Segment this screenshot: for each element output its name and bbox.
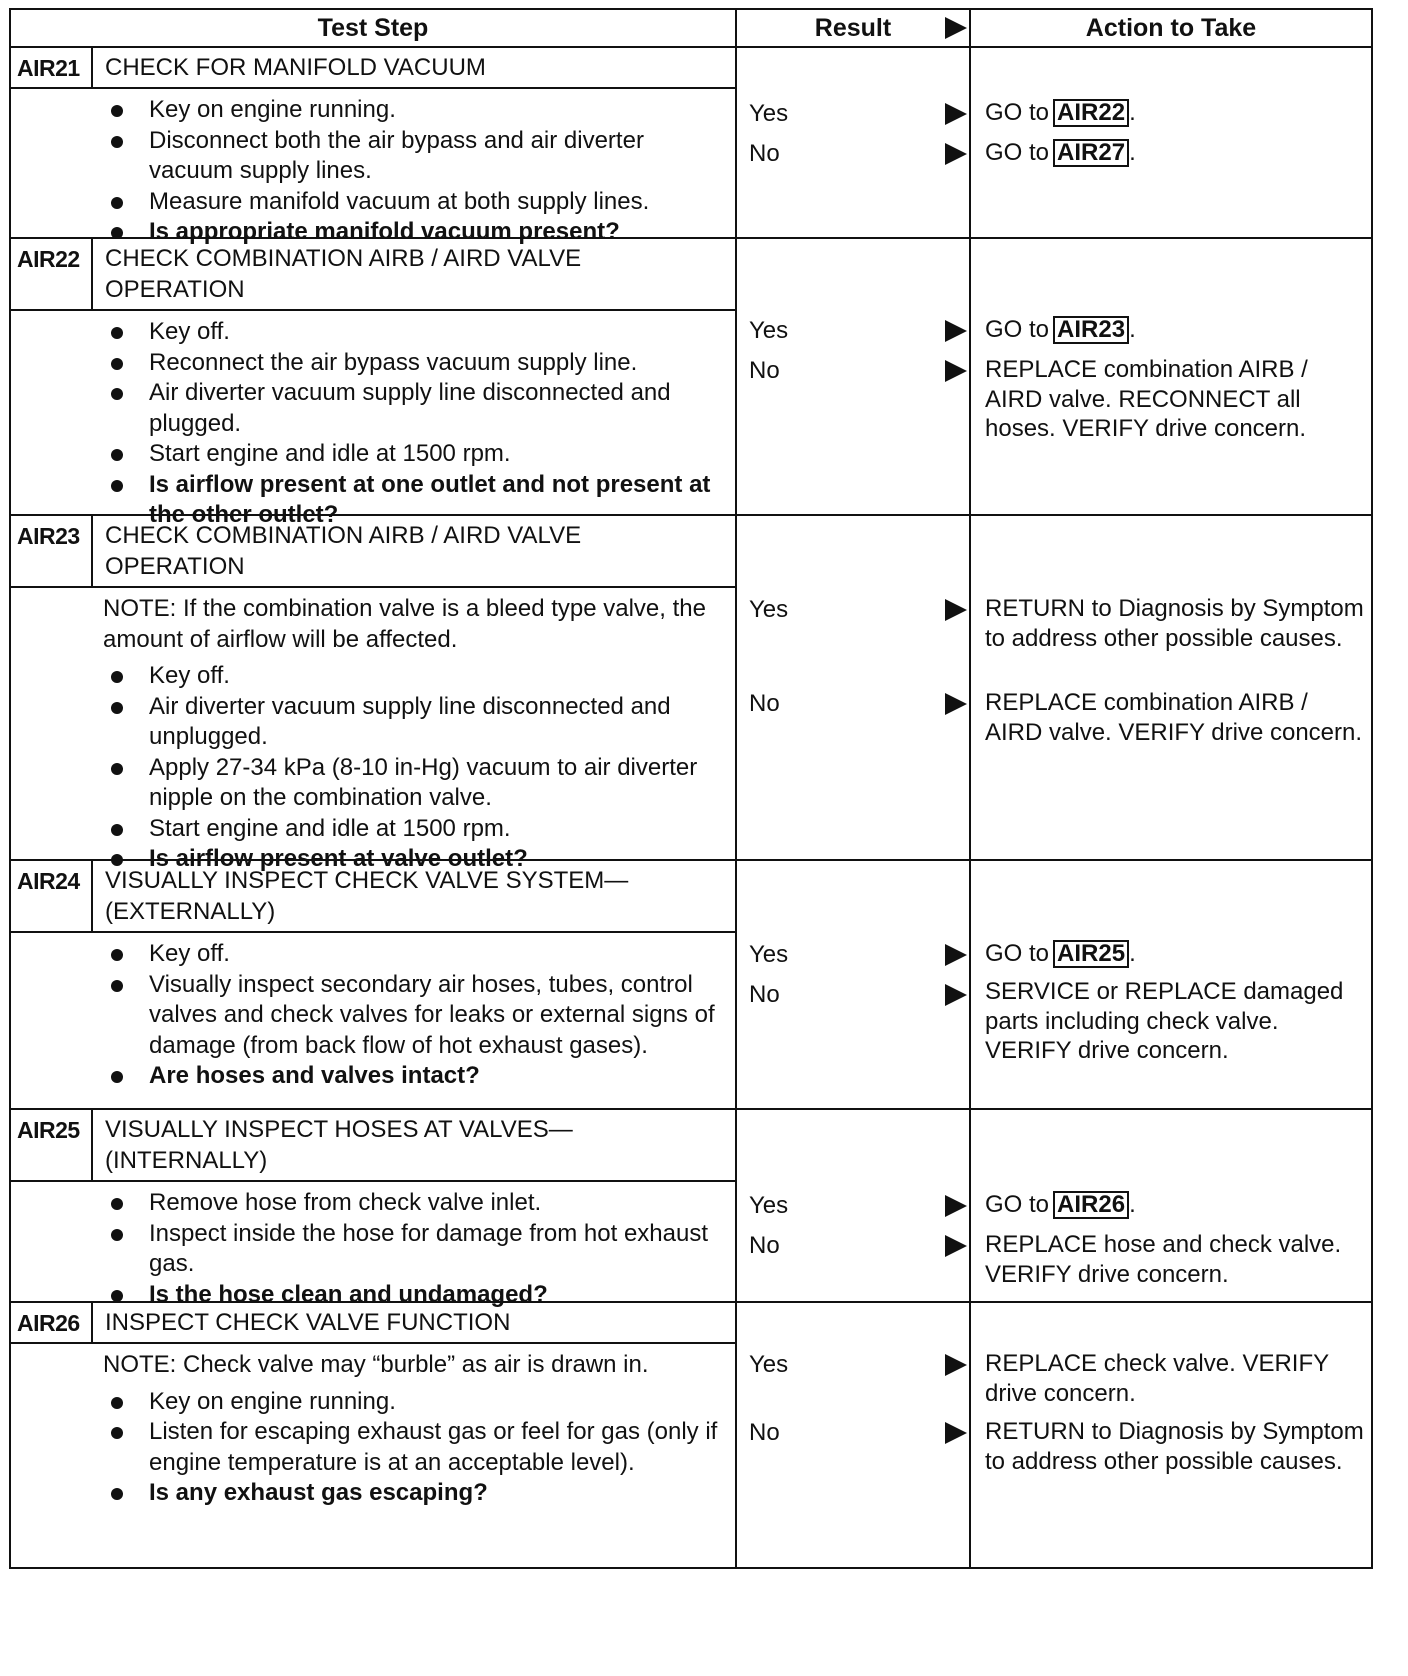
test-step-row xyxy=(11,516,1371,872)
bullet-text: Visually inspect secondary air hoses, tubes, control valves and check valves for leaks or external signs of damage (from back flow of hot exhaust gases). xyxy=(149,970,715,1059)
step-title: VISUALLY INSPECT HOSES AT VALVES—(INTERNALLY) xyxy=(105,1116,573,1174)
action-text xyxy=(985,594,1367,653)
step-id: AIR23 xyxy=(11,516,93,586)
action-cell xyxy=(971,239,1371,514)
bullet-text: Disconnect both the air bypass and air diverter vacuum supply lines. xyxy=(149,126,644,184)
arrow-right-icon xyxy=(945,984,967,1011)
action-suffix: . xyxy=(1129,316,1136,343)
action-text xyxy=(985,1349,1367,1408)
result-cell xyxy=(737,861,971,1108)
bullet-text: Apply 27-34 kPa (8-10 in-Hg) vacuum to air diverter nipple on the combination valve. xyxy=(149,753,698,811)
bullet-icon xyxy=(111,1397,123,1409)
result-yes: Yes xyxy=(749,1192,789,1219)
bullet-icon xyxy=(111,763,123,775)
action-text xyxy=(985,1190,1367,1220)
question-text: Are hoses and valves intact? xyxy=(149,1062,480,1089)
step-body xyxy=(11,933,735,1098)
action-label: REPLACE combination AIRB / AIRD valve. VERIFY drive concern. xyxy=(985,689,1363,746)
step-bullet xyxy=(107,348,725,379)
action-label: SERVICE or REPLACE damaged parts including check valve. VERIFY drive concern. xyxy=(985,978,1344,1064)
action-text xyxy=(985,688,1367,747)
bullet-icon xyxy=(111,671,123,683)
bullet-icon xyxy=(111,949,123,961)
action-text xyxy=(985,315,1367,345)
step-note: NOTE: If the combination valve is a bleed type valve, the amount of airflow will be affected. xyxy=(103,595,706,653)
bullet-icon xyxy=(111,1488,123,1500)
step-body xyxy=(11,588,735,881)
step-id: AIR24 xyxy=(11,861,93,931)
bullet-icon xyxy=(111,1290,123,1302)
bullet-text: Reconnect the air bypass vacuum supply line. xyxy=(149,348,638,376)
step-bullet xyxy=(107,939,725,970)
arrow-shape xyxy=(945,360,967,382)
diagnostic-table xyxy=(9,8,1373,1569)
test-step-row xyxy=(11,1303,1371,1569)
result-yes: Yes xyxy=(749,317,789,344)
step-title: VISUALLY INSPECT CHECK VALVE SYSTEM—(EXTERNALLY) xyxy=(105,867,629,925)
step-bullet xyxy=(107,1417,725,1478)
bullet-icon xyxy=(111,388,123,400)
bullet-text: Key on engine running. xyxy=(149,96,396,123)
question-text: Is airflow present at one outlet and not present at the other outlet? xyxy=(149,470,711,528)
step-bullet xyxy=(107,1188,725,1219)
action-text xyxy=(985,98,1367,128)
test-step-cell xyxy=(11,1110,737,1308)
bullet-icon xyxy=(111,824,123,836)
arrow-shape xyxy=(945,1195,967,1217)
bullet-icon xyxy=(111,980,123,992)
arrow-right-icon xyxy=(945,103,967,130)
action-cell xyxy=(971,861,1371,1108)
action-cell xyxy=(971,516,1371,859)
step-bullet xyxy=(107,1387,725,1418)
test-step-cell xyxy=(11,861,737,1108)
bullet-icon xyxy=(111,1071,123,1083)
test-step-row xyxy=(11,48,1371,245)
action-suffix: . xyxy=(1129,940,1136,967)
step-bullet-list xyxy=(107,1188,725,1310)
result-cell xyxy=(737,239,971,514)
action-label: GO to xyxy=(985,139,1050,166)
question-text: Is appropriate manifold vacuum present? xyxy=(149,218,620,245)
test-step-cell xyxy=(11,239,737,528)
action-suffix: . xyxy=(1129,1191,1136,1218)
bullet-icon xyxy=(111,1427,123,1439)
step-note: NOTE: Check valve may “burble” as air is drawn in. xyxy=(103,1351,649,1378)
action-label: GO to xyxy=(985,316,1050,343)
test-step-row xyxy=(11,239,1371,528)
step-header xyxy=(11,1110,735,1182)
test-step-row xyxy=(11,1110,1371,1308)
header-test-step: Test Step xyxy=(11,10,737,46)
question-text: Is the hose clean and undamaged? xyxy=(149,1280,548,1308)
step-reference[interactable]: AIR27 xyxy=(1053,139,1129,167)
bullet-icon xyxy=(111,227,123,239)
bullet-text: Air diverter vacuum supply line disconnected and plugged. xyxy=(149,379,671,437)
step-header xyxy=(11,1303,735,1344)
result-cell xyxy=(737,1110,971,1301)
arrow-right-icon xyxy=(945,1235,967,1262)
step-bullet-list xyxy=(107,95,725,248)
step-bullet xyxy=(107,439,725,470)
step-bullet xyxy=(107,753,725,814)
bullet-icon xyxy=(111,1229,123,1241)
bullet-text: Key on engine running. xyxy=(149,1387,396,1415)
question-text: Is airflow present at valve outlet? xyxy=(149,845,528,872)
bullet-text: Measure manifold vacuum at both supply lines. xyxy=(149,187,650,215)
step-id: AIR26 xyxy=(11,1303,93,1342)
step-header xyxy=(11,239,735,311)
action-text xyxy=(985,138,1367,168)
arrow-right-icon xyxy=(945,693,967,720)
result-yes: Yes xyxy=(749,100,789,127)
step-bullet xyxy=(107,126,725,187)
action-label: GO to xyxy=(985,1191,1050,1218)
bullet-text: Start engine and idle at 1500 rpm. xyxy=(149,440,511,467)
result-cell xyxy=(737,1303,971,1567)
arrow-right-icon xyxy=(945,1422,967,1449)
test-step-row xyxy=(11,861,1371,1110)
result-cell xyxy=(737,516,971,859)
arrow-right-icon xyxy=(945,143,967,170)
step-bullet xyxy=(107,970,725,1062)
bullet-text: Key off. xyxy=(149,940,230,967)
result-yes: Yes xyxy=(749,596,789,623)
step-bullet xyxy=(107,692,725,753)
test-step-cell xyxy=(11,1303,737,1567)
arrow-shape xyxy=(945,103,967,125)
header-result-label: Result xyxy=(814,13,892,42)
bullet-icon xyxy=(111,1198,123,1210)
result-no: No xyxy=(749,140,780,167)
action-suffix: . xyxy=(1129,99,1136,126)
action-label: GO to xyxy=(985,99,1050,126)
bullet-text: Key off. xyxy=(149,318,230,345)
action-text xyxy=(985,1417,1367,1476)
header-result xyxy=(737,10,971,46)
arrow-right-icon xyxy=(945,320,967,347)
bullet-text: Air diverter vacuum supply line disconnected and unplugged. xyxy=(149,692,671,750)
arrow-right-icon xyxy=(945,599,967,626)
step-bullet xyxy=(107,317,725,348)
action-label: RETURN to Diagnosis by Symptom to address other possible causes. xyxy=(985,1418,1364,1475)
bullet-icon xyxy=(111,358,123,370)
test-step-cell xyxy=(11,516,737,872)
step-bullet-list xyxy=(107,1387,725,1509)
bullet-text: Listen for escaping exhaust gas or feel for gas (only if engine temperature is at an acceptable level). xyxy=(149,1418,718,1476)
arrow-shape xyxy=(945,1354,967,1376)
header-action: Action to Take xyxy=(1085,13,1257,42)
arrow-right-icon xyxy=(945,1354,967,1381)
action-label: REPLACE combination AIRB / AIRD valve. RECONNECT all hoses. VERIFY drive concern. xyxy=(985,356,1308,442)
step-id: AIR22 xyxy=(11,239,93,309)
step-header xyxy=(11,516,735,588)
action-text xyxy=(985,939,1367,969)
action-label: REPLACE check valve. VERIFY drive concern. xyxy=(985,1350,1329,1407)
arrow-shape xyxy=(945,944,967,966)
arrow-shape xyxy=(945,693,967,715)
bullet-icon xyxy=(111,449,123,461)
result-no: No xyxy=(749,690,780,717)
action-cell xyxy=(971,48,1371,237)
action-cell xyxy=(971,1303,1371,1567)
result-yes: Yes xyxy=(749,941,789,968)
result-cell xyxy=(737,48,971,237)
step-header xyxy=(11,48,735,89)
bullet-icon xyxy=(111,480,123,492)
step-body xyxy=(11,1182,735,1316)
arrow-right-icon xyxy=(945,360,967,387)
arrow-shape xyxy=(945,599,967,621)
step-body xyxy=(11,311,735,537)
step-title: CHECK COMBINATION AIRB / AIRD VALVE OPERATION xyxy=(105,245,582,303)
step-title: CHECK FOR MANIFOLD VACUUM xyxy=(105,54,486,81)
bullet-icon xyxy=(111,327,123,339)
step-bullet-list xyxy=(107,317,725,531)
step-question xyxy=(107,1061,725,1092)
step-reference[interactable]: AIR23 xyxy=(1053,316,1129,344)
bullet-icon xyxy=(111,105,123,117)
result-yes: Yes xyxy=(749,1351,789,1378)
arrow-right-icon xyxy=(945,17,967,46)
bullet-text: Start engine and idle at 1500 rpm. xyxy=(149,814,511,842)
step-reference[interactable]: AIR26 xyxy=(1053,1191,1129,1219)
action-label: GO to xyxy=(985,940,1050,967)
result-no: No xyxy=(749,1232,780,1259)
table-header xyxy=(11,10,1371,48)
action-label: REPLACE hose and check valve. VERIFY drive concern. xyxy=(985,1231,1342,1288)
test-step-cell xyxy=(11,48,737,245)
arrow-right-icon xyxy=(945,944,967,971)
step-bullet xyxy=(107,1219,725,1280)
step-bullet xyxy=(107,187,725,218)
action-cell xyxy=(971,1110,1371,1301)
step-id: AIR21 xyxy=(11,48,93,87)
bullet-icon xyxy=(111,702,123,714)
bullet-icon xyxy=(111,136,123,148)
step-id: AIR25 xyxy=(11,1110,93,1180)
arrow-shape xyxy=(945,1422,967,1444)
step-title: INSPECT CHECK VALVE FUNCTION xyxy=(105,1309,511,1336)
result-no: No xyxy=(749,357,780,384)
step-body xyxy=(11,89,735,254)
step-bullet xyxy=(107,814,725,845)
arrow-right-icon xyxy=(945,1195,967,1222)
arrow-shape xyxy=(945,1235,967,1257)
action-text xyxy=(985,977,1367,1066)
arrow-shape xyxy=(945,143,967,165)
step-header xyxy=(11,861,735,933)
action-label: RETURN to Diagnosis by Symptom to address other possible causes. xyxy=(985,595,1364,652)
bullet-text: Key off. xyxy=(149,662,230,689)
step-body xyxy=(11,1344,735,1515)
bullet-text: Remove hose from check valve inlet. xyxy=(149,1189,542,1216)
result-no: No xyxy=(749,1419,780,1446)
arrow-shape xyxy=(945,320,967,342)
step-reference[interactable]: AIR25 xyxy=(1053,940,1129,968)
action-text xyxy=(985,355,1367,444)
step-bullet xyxy=(107,661,725,692)
step-question xyxy=(107,1478,725,1509)
steps-container xyxy=(11,48,1371,1569)
bullet-icon xyxy=(111,197,123,209)
step-bullet xyxy=(107,95,725,126)
action-suffix: . xyxy=(1129,139,1136,166)
step-bullet-list xyxy=(107,661,725,875)
step-bullet-list xyxy=(107,939,725,1092)
result-no: No xyxy=(749,981,780,1008)
action-text xyxy=(985,1230,1367,1289)
bullet-text: Inspect inside the hose for damage from hot exhaust gas. xyxy=(149,1219,708,1277)
step-title: CHECK COMBINATION AIRB / AIRD VALVE OPERATION xyxy=(105,522,582,580)
step-reference[interactable]: AIR22 xyxy=(1053,99,1129,127)
arrow-shape xyxy=(945,984,967,1006)
question-text: Is any exhaust gas escaping? xyxy=(149,1479,488,1506)
step-bullet xyxy=(107,378,725,439)
